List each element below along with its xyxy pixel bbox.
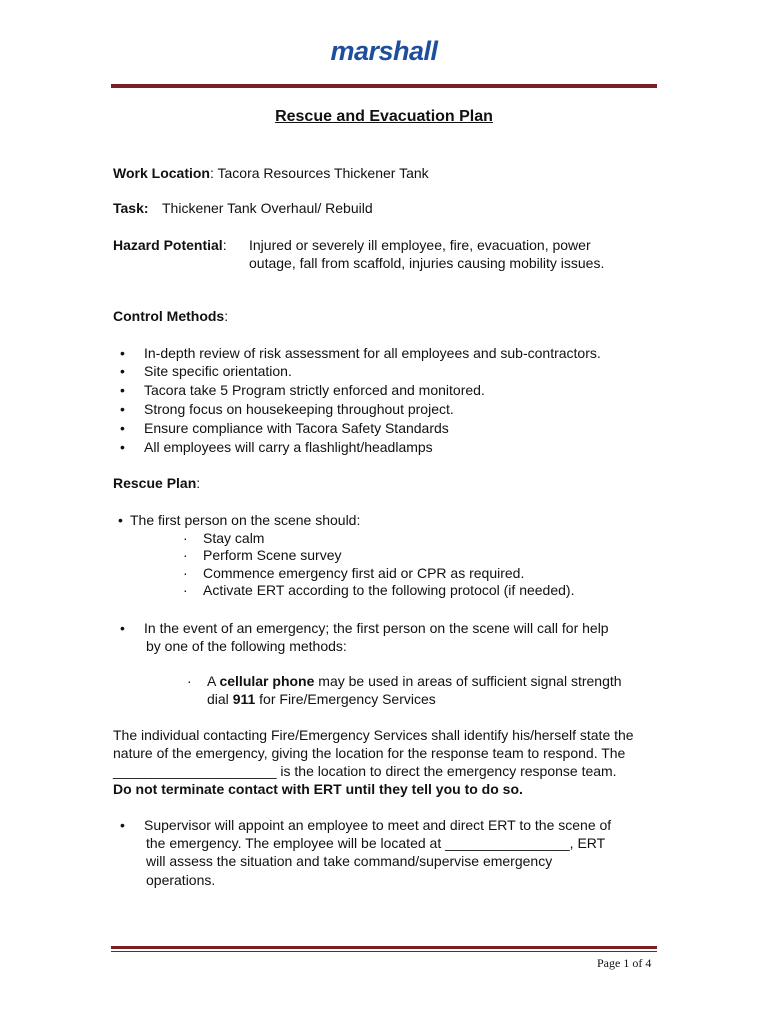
sub-bullet-icon: · <box>183 565 188 581</box>
control-item-text: Ensure compliance with Tacora Safety Standards <box>144 420 449 436</box>
task-label: Task: <box>113 200 149 216</box>
dial-text: dial <box>207 691 233 707</box>
cell-bold: cellular phone <box>219 673 315 689</box>
bullet-icon: • <box>120 817 125 833</box>
bullet-icon: • <box>120 420 125 436</box>
bullet-icon: • <box>120 401 125 417</box>
rescue-heading-text: Rescue Plan <box>113 475 197 491</box>
dial-rest: for Fire/Emergency Services <box>255 691 436 707</box>
hazard-label-line <box>113 236 227 254</box>
header-rule <box>111 84 657 88</box>
rescue-step-text: Activate ERT according to the following protocol (if needed). <box>203 582 575 598</box>
page-number: Page 1 of 4 <box>597 956 652 970</box>
sub-bullet-icon: · <box>183 547 188 563</box>
first-person-text: The first person on the scene should: <box>130 512 361 528</box>
sub-bullet-icon: · <box>183 582 188 598</box>
task-value: Thickener Tank Overhaul/ Rebuild <box>162 200 373 216</box>
supervisor-text-1: Supervisor will appoint an employee to meet and direct ERT to the scene of <box>144 817 612 833</box>
cellular-text <box>207 672 622 690</box>
work-location-label: Work Location <box>113 165 210 181</box>
control-item-text: In-depth review of risk assessment for all employees and sub-contractors. <box>144 345 601 361</box>
control-heading <box>113 307 228 325</box>
control-item-text: Strong focus on housekeeping throughout project. <box>144 401 454 417</box>
hazard-line-2: outage, fall from scaffold, injuries causing mobility issues. <box>249 255 605 271</box>
cell-a: A <box>207 673 220 689</box>
sub-bullet-icon: · <box>183 530 188 546</box>
emergency-text-2: by one of the following methods: <box>146 638 347 654</box>
sub-bullet-icon: · <box>187 673 192 689</box>
control-item-text: Site specific orientation. <box>144 363 292 379</box>
contact-line-2: nature of the emergency, giving the location for the response team to respond. The <box>113 745 626 761</box>
bullet-icon: • <box>120 439 125 455</box>
rescue-heading <box>113 474 200 492</box>
supervisor-text-4: operations. <box>146 872 216 888</box>
rescue-step-text: Commence emergency first aid or CPR as required. <box>203 565 525 581</box>
footer-rule-thin <box>111 951 657 952</box>
rescue-step-text: Perform Scene survey <box>203 547 342 563</box>
emergency-text-1: In the event of an emergency; the first person on the scene will call for help <box>144 620 609 636</box>
task-line <box>113 199 149 217</box>
work-location-value: : Tacora Resources Thickener Tank <box>209 165 429 181</box>
dial-number: 911 <box>232 691 256 707</box>
dial-line <box>207 690 436 708</box>
bullet-icon: • <box>118 512 123 528</box>
contact-warning: Do not terminate contact with ERT until they tell you to do so. <box>113 781 523 797</box>
hazard-colon: : <box>222 237 227 253</box>
bullet-icon: • <box>120 345 125 361</box>
control-heading-colon: : <box>224 308 229 324</box>
control-item-text: All employees will carry a flashlight/headlamps <box>144 439 433 455</box>
marshall-logo: marshall <box>330 36 438 66</box>
contact-line-1: The individual contacting Fire/Emergency Services shall identify his/herself state the <box>113 727 634 743</box>
rescue-step-text: Stay calm <box>203 530 265 546</box>
footer-rule <box>111 946 657 949</box>
hazard-label: Hazard Potential <box>113 237 223 253</box>
work-location-line <box>113 164 429 182</box>
control-heading-text: Control Methods <box>113 308 225 324</box>
bullet-icon: • <box>120 382 125 398</box>
rescue-heading-colon: : <box>196 475 201 491</box>
hazard-line-1: Injured or severely ill employee, fire, evacuation, power <box>249 237 591 253</box>
document-title: Rescue and Evacuation Plan <box>275 108 493 125</box>
contact-line-3: _____________________ is the location to direct the emergency response team. <box>113 763 617 779</box>
supervisor-text-3: will assess the situation and take command/supervise emergency <box>146 853 553 869</box>
cell-rest: may be used in areas of sufficient signal strength <box>314 673 622 689</box>
supervisor-text-2: the emergency. The employee will be located at ________________, ERT <box>146 835 606 851</box>
bullet-icon: • <box>120 620 125 636</box>
bullet-icon: • <box>120 363 125 379</box>
control-item-text: Tacora take 5 Program strictly enforced and monitored. <box>144 382 485 398</box>
